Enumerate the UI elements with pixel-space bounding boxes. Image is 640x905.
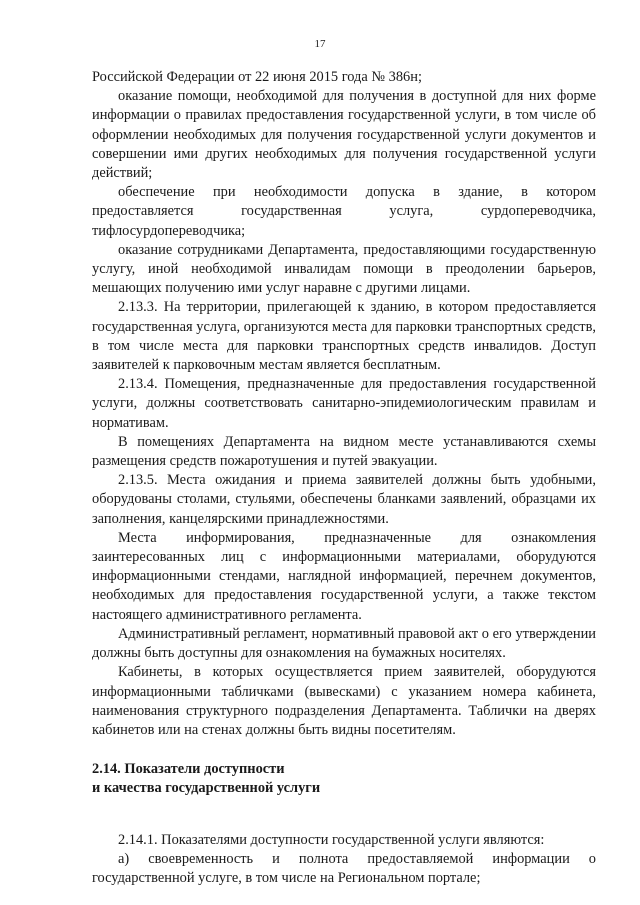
document-body — [92, 68, 596, 888]
paragraph-item-a-timeliness: а) своевременность и полнота предоставляемой информации о государственной услуге, в том числе на Региональном портале; — [92, 850, 596, 886]
paragraph-continuation: Российской Федерации от 22 июня 2015 года № 386н; — [92, 69, 422, 85]
paragraph-information-places: Места информирования, предназначенные для ознакомления заинтересованных лиц с информационными материалами, оборудуются информационными стендами, наглядной информацией, перечнем документов, необходимых для предоставления государственной услуги, а также текстом настоящего административного регламента. — [92, 529, 596, 623]
paragraph-admission-interpreters: обеспечение при необходимости допуска в здание, в котором предоставляется государственная услуга, сурдопереводчика, тифлосурдопереводчика; — [92, 184, 596, 239]
section-heading-line-1: 2.14. Показатели доступности — [92, 761, 285, 778]
paragraph-2-14-1-indicators: 2.14.1. Показателями доступности государственной услуги являются: — [118, 831, 545, 848]
paragraph-evacuation-schemes: В помещениях Департамента на видном месте устанавливаются схемы размещения средств пожаротушения и путей эвакуации. — [92, 433, 596, 470]
paragraph-assistance-info: оказание помощи, необходимой для получения в доступной для них форме информации о правилах предоставления государственной услуги, в том числе об оформлении необходимых для получения государственной услуги документов и совершении ими других необходимых для получения государственной услуги действий; — [92, 88, 596, 182]
paragraph-2-13-3-parking: 2.13.3. На территории, прилегающей к зданию, в котором предоставляется государственная услуга, организуются места для парковки транспортных средств, в том числе места для парковки транспортных средств инвалидов. Доступ заявителей к парковочным местам является бесплатным. — [92, 299, 596, 374]
paragraph-2-13-4-premises: 2.13.4. Помещения, предназначенные для предоставления государственной услуги, должны соответствовать санитарно-эпидемиологическим правилам и нормативам. — [92, 376, 596, 431]
paragraph-staff-assistance: оказание сотрудниками Департамента, предоставляющими государственную услугу, иной необходимой инвалидам помощи в преодолении барьеров, мешающих получению ими услуг наравне с другими лицами. — [92, 241, 596, 297]
paragraph-office-signs: Кабинеты, в которых осуществляется прием заявителей, оборудуются информационными табличками (вывесками) с указанием номера кабинета, наименования структурного подразделения Департамента. Таблички на дверях кабинетов или на стенах должны быть видны посетителям. — [92, 664, 596, 738]
paragraph-2-13-5-waiting-places: 2.13.5. Места ожидания и приема заявителей должны быть удобными, оборудованы столами, стульями, обеспечены бланками заявлений, образцами их заполнения, канцелярскими принадлежностями. — [92, 472, 596, 527]
section-heading-2-14 — [92, 760, 596, 798]
section-heading-line-2: и качества государственной услуги — [92, 780, 321, 797]
page-number: 17 — [314, 38, 326, 50]
paragraph-regulation-access: Административный регламент, нормативный правовой акт о его утверждении должны быть доступны для ознакомления на бумажных носителях. — [92, 625, 596, 662]
